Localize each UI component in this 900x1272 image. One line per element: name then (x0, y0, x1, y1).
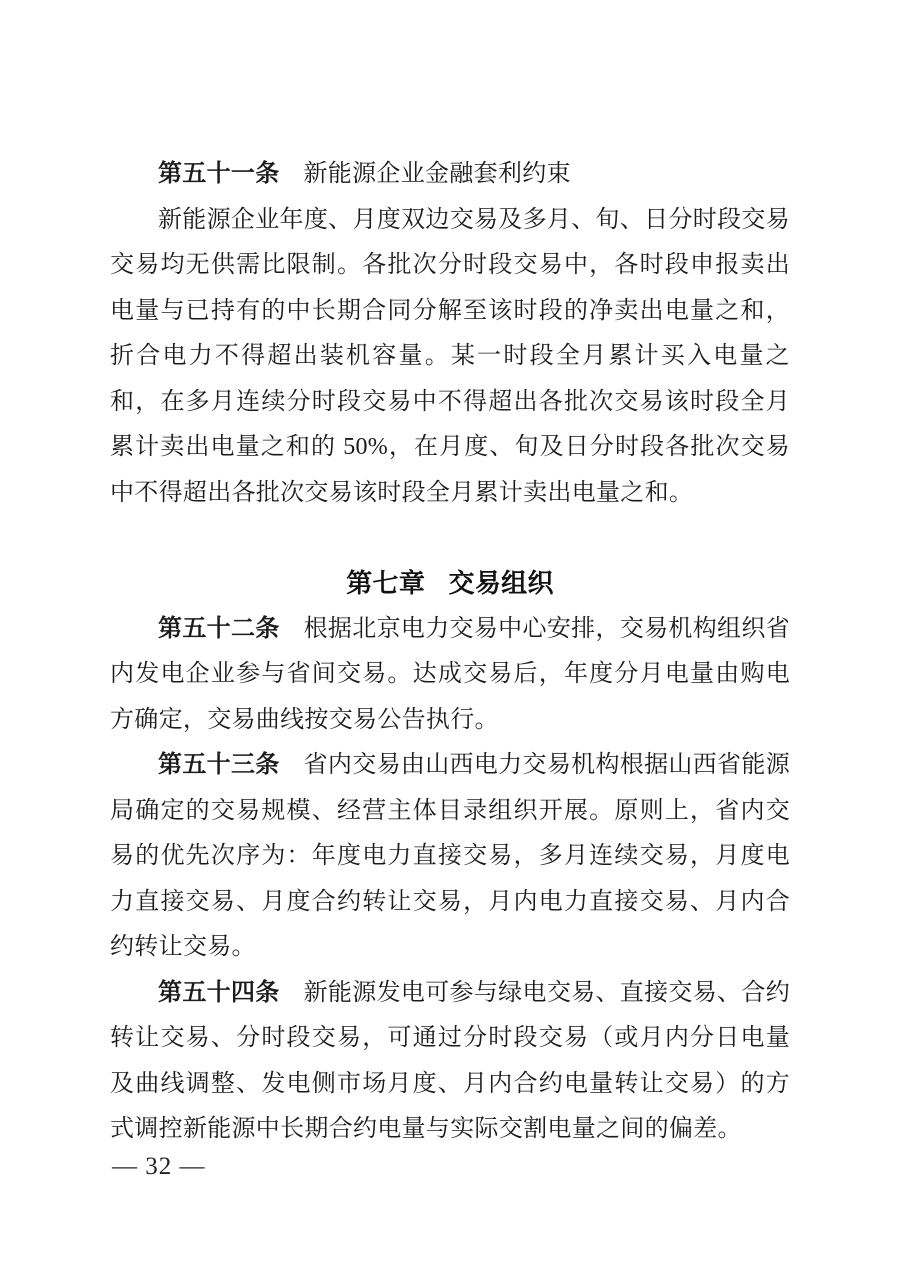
chapter-7-heading (110, 561, 790, 607)
article-51-heading-line (110, 152, 790, 198)
article-53-number: 第五十三条 (158, 752, 280, 778)
article-52-body: 根据北京电力交易中心安排，交易机构组织省内发电企业参与省间交易。达成交易后，年度分月电量由购电方确定，交易曲线按交易公告执行。 (110, 615, 791, 733)
article-51-body: 新能源企业年度、月度双边交易及多月、旬、日分时段交易交易均无供需比限制。各批次分时段交易中，各时段申报卖出电量与已持有的中长期合同分解至该时段的净卖出电量之和，折合电力不得超出装机容量。某一时段全月累计买入电量之和，在多月连续分时段交易中不得超出各批次交易该时段全月累计卖出电量之和的 50%，在月度、旬及日分时段各批次交易中不得超出各批次交易该时段全月累计卖出电量之和。 (110, 206, 790, 506)
article-51-number: 第五十一条 (158, 161, 280, 187)
chapter-7-title: 交易组织 (448, 568, 554, 598)
article-54-body: 新能源发电可参与绿电交易、直接交易、合约转让交易、分时段交易，可通过分时段交易（或月内分日电量及曲线调整、发电侧市场月度、月内合约电量转让交易）的方式调控新能源中长期合约电量与实际交割电量之间的偏差。 (110, 979, 791, 1142)
article-54-paragraph (110, 971, 790, 1153)
chapter-7-number: 第七章 (346, 568, 426, 598)
article-53-paragraph (110, 743, 790, 971)
article-53-body: 省内交易由山西电力交易机构根据山西省能源局确定的交易规模、经营主体目录组织开展。原则上，省内交易的优先次序为：年度电力直接交易，多月连续交易，月度电力直接交易、月度合约转让交易，月内电力直接交易、月内合约转让交易。 (110, 752, 791, 960)
article-54-number: 第五十四条 (158, 979, 280, 1006)
article-51-title: 新能源企业金融套利约束 (303, 161, 571, 187)
article-52-number: 第五十二条 (158, 615, 280, 642)
document-body (110, 152, 790, 1153)
page-number: — 32 — (112, 1153, 206, 1180)
article-52-paragraph (110, 607, 790, 744)
